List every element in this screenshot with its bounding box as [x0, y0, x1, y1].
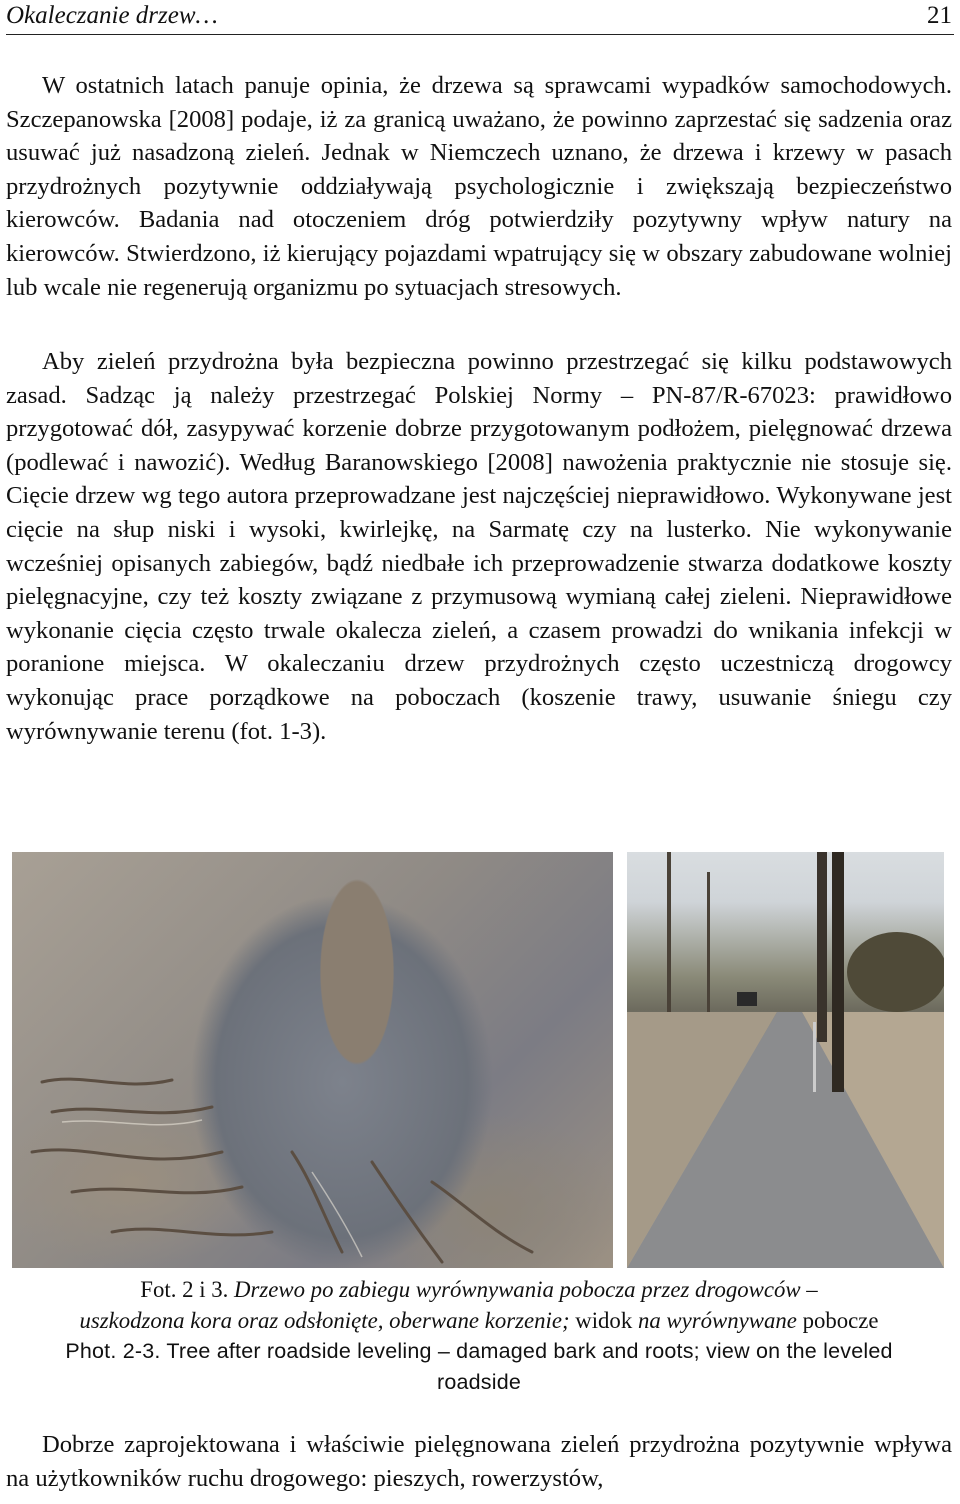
paragraph-2: Aby zieleń przydrożna była bezpieczna powinno przestrzegać się kilku podstawowych zasad. Sadząc ją należy przestrzegać Polskiej Normy – PN-87/R-67023: prawidłowo przygotować dół, zasypywać korzenie dobrze przygotowanym podłożem, pielęgnować drzewa (podlewać i nawozić). Według Baranowskiego [2008] nawożenia praktycznie nie stosuje się. Cięcie drzew wg tego autora przeprowadzane jest najczęściej nieprawidłowo. Wykonywane jest cięcie na słup niski i wysoki, kwirlejkę, na Sarmatę czy na lusterko. Nie wykonywanie wcześniej opisanych zabiegów, bądź niedbałe ich przeprowadzenie stwarza dodatkowe koszty pielęgnacyjne, czy też koszty związane z przymusową wymianą całej zieleni. Nieprawidłowe wykonanie cięcia często trwale okalecza zieleń, a czasem prowadzi do wnikania infekcji w poranione miejsca. W okaleczaniu drzew przydrożnych często uczestniczą drogowcy wykonując prace porządkowe na poboczach (koszenie trawy, usuwanie śniegu czy wyrównywanie terenu (fot. 1-3). — [6, 348, 952, 745]
caption-text-pl-c: na wyrównywane — [637, 1308, 797, 1333]
caption-line-1 — [6, 1274, 952, 1305]
caption-line-3-en: Phot. 2-3. Tree after roadside leveling – damaged bark and roots; view on the leveled — [65, 1339, 893, 1363]
roadside-drawing — [627, 852, 944, 1268]
photo-roadside — [627, 852, 944, 1268]
caption-label: Fot. 2 i 3. — [140, 1277, 235, 1302]
photo-tree-roots — [12, 852, 613, 1268]
caption-title-pl: Drzewo po zabiegu wyrównywania pobocza przez drogowców – — [234, 1277, 818, 1302]
caption-line-4-en: roadside — [436, 1370, 522, 1394]
paragraph-3: Dobrze zaprojektowana i właściwie pielęgnowana zieleń przydrożna pozytywnie wpływa na użytkowników ruchu drogowego: pieszych, rowerzystów, — [6, 1431, 952, 1492]
caption-text-pl-a: uszkodzona kora oraz odsłonięte, oberwane korzenie; — [79, 1308, 570, 1333]
caption-text-pl-d: pobocze — [796, 1308, 879, 1333]
caption-line-2 — [6, 1305, 952, 1336]
caption-text-pl-b: widok — [569, 1308, 638, 1333]
paragraph-1: W ostatnich latach panuje opinia, że drzewa są sprawcami wypadków samochodowych. Szczepanowska [2008] podaje, iż za granicą uważano, że powinno zaprzestać się sadzenia oraz usuwać już nasadzoną zieleń. Jednak w Niemczech uznano, że drzewa i krzewy w pasach przydrożnych pozytywnie oddziaływają psychologicznie i zwiększają bezpieczeństwo kierowców. Badania nad otoczeniem dróg potwierdziły pozytywny wpływ natury na kierowców. Stwierdzono, iż kierujący pojazdami wpatrujący się w obszary zabudowane wolniej lub wcale nie regenerują organizmu po sytuacjach stresowych. — [6, 72, 952, 301]
header-title: Okaleczanie drzew… — [6, 2, 218, 29]
roots-drawing — [12, 852, 613, 1268]
running-header — [6, 0, 954, 35]
page-number: 21 — [927, 2, 952, 29]
